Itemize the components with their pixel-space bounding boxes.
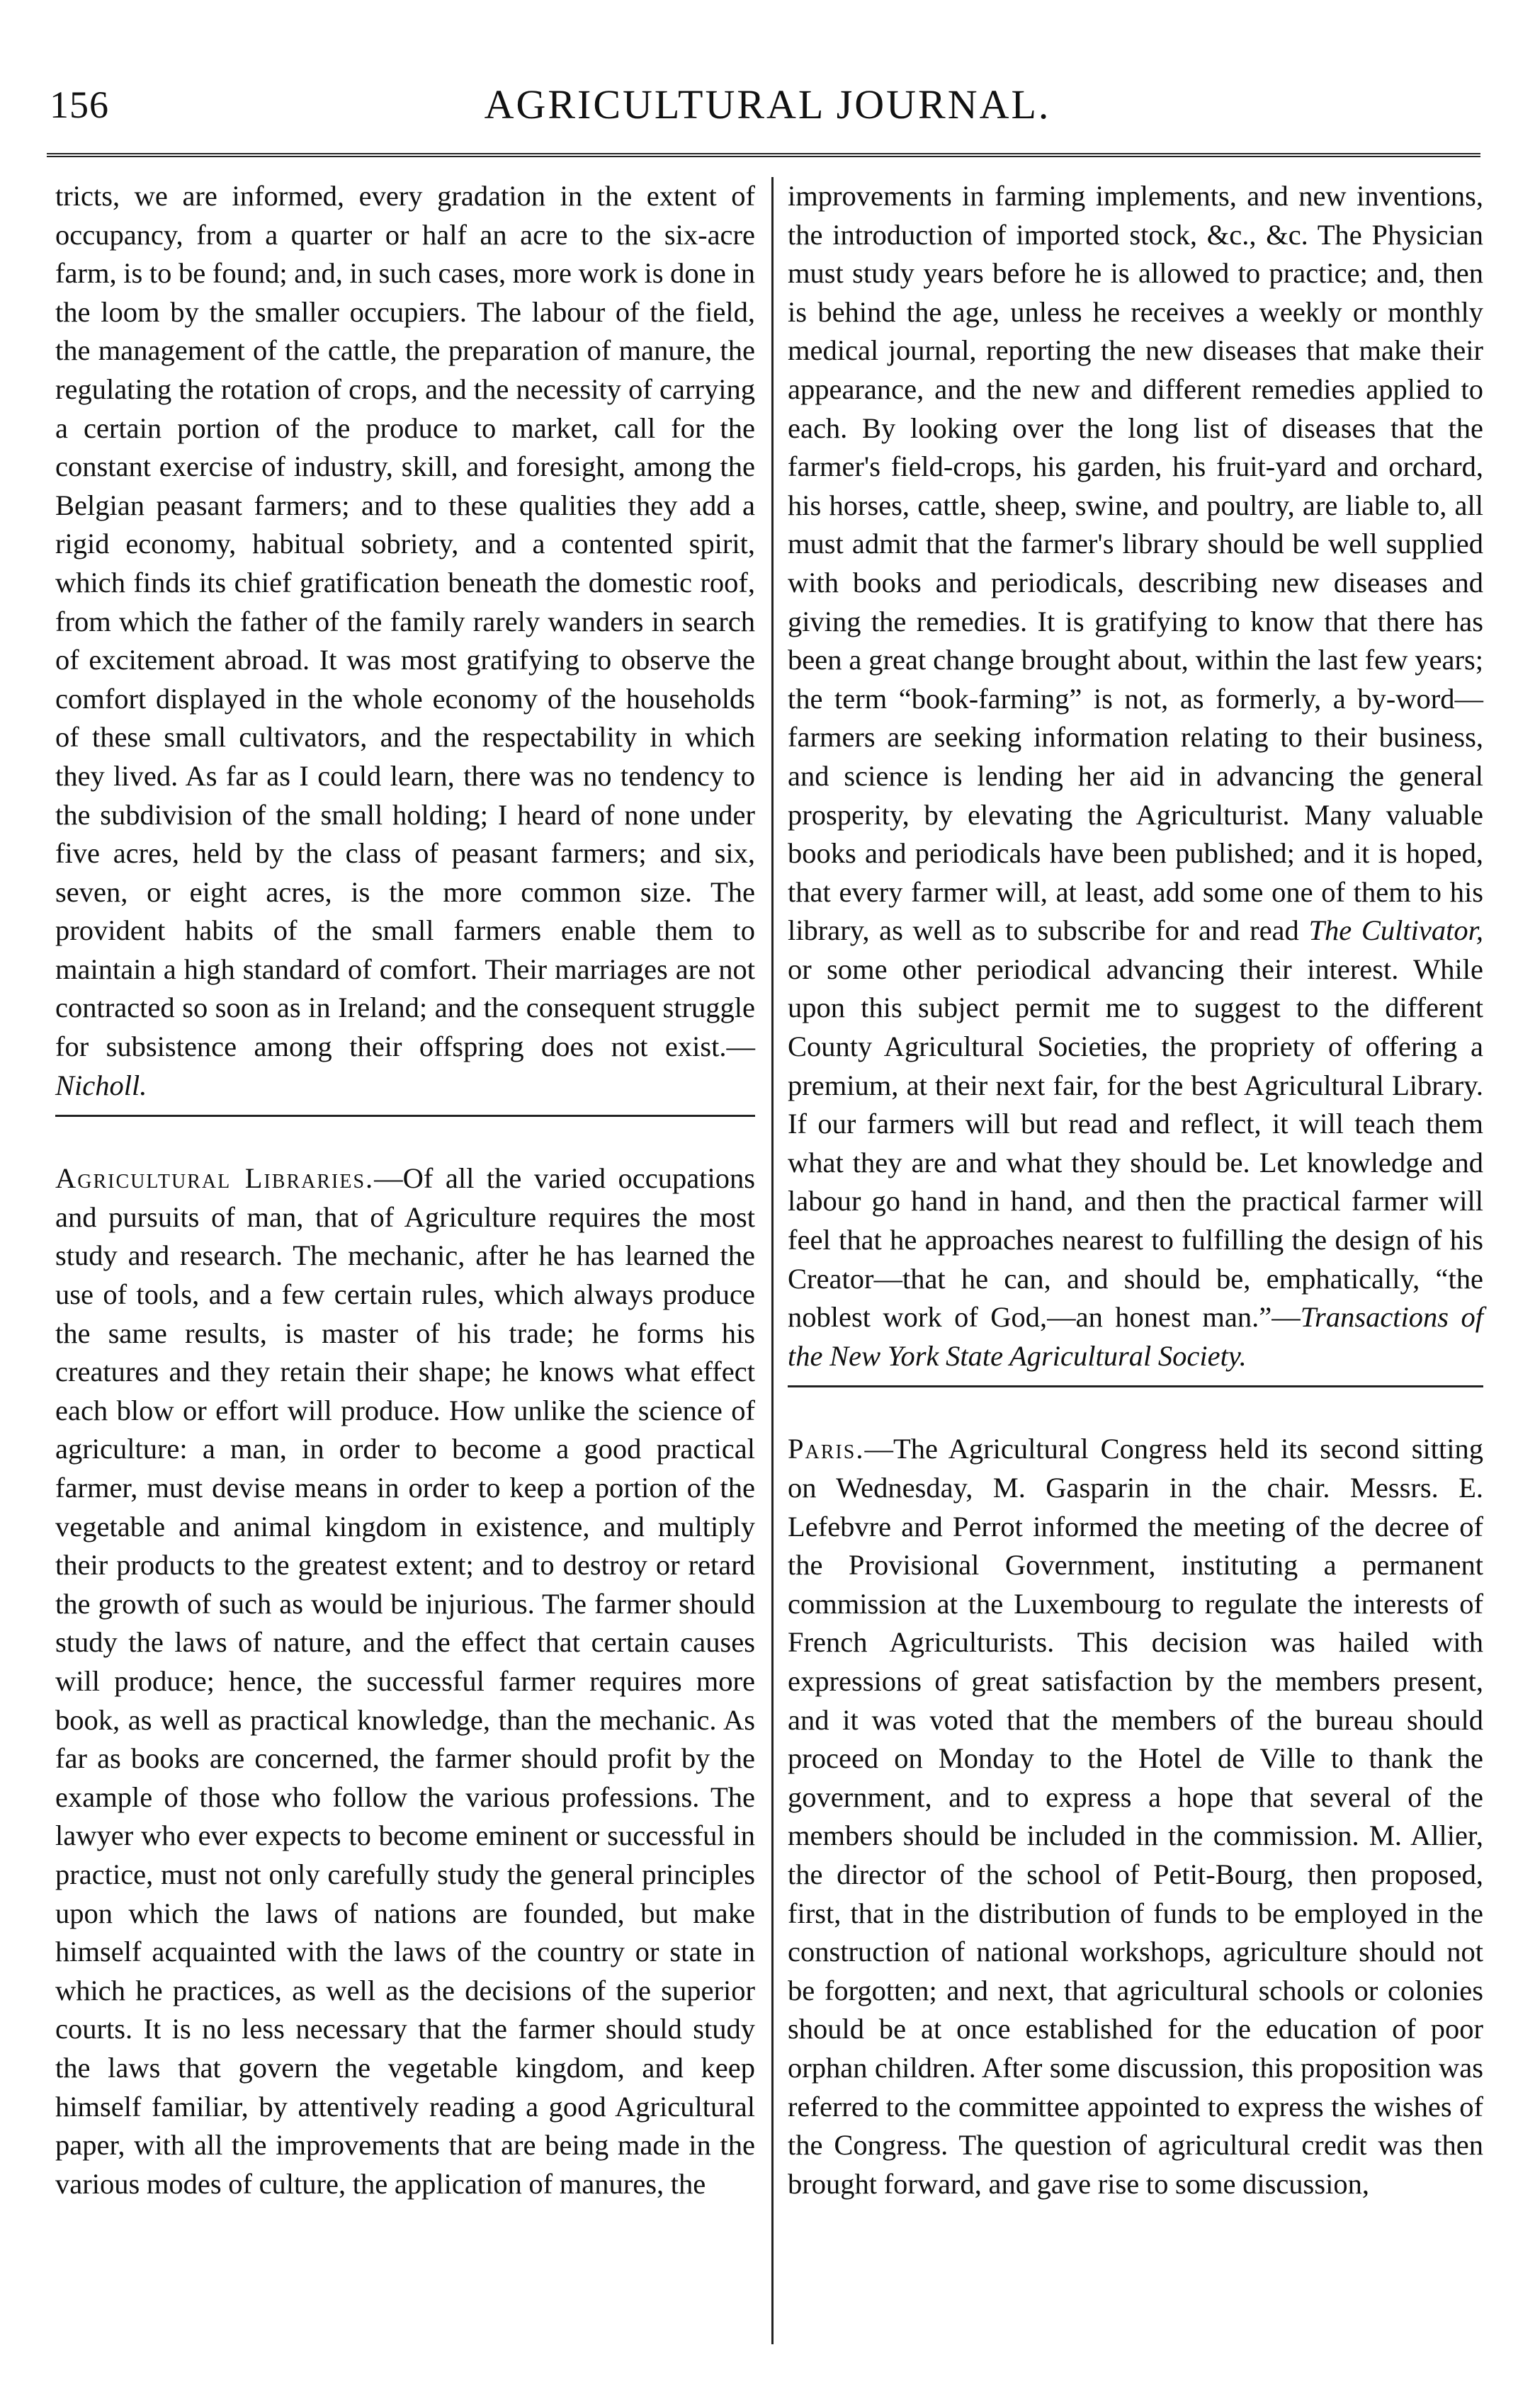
- agricultural-libraries-heading: Agricultural Libraries.: [55, 1162, 375, 1195]
- article-separator-rule: [55, 1115, 755, 1117]
- right-column: [788, 177, 1483, 2330]
- left-column: [55, 177, 755, 2330]
- column-rule: [771, 177, 774, 2344]
- page-number: 156: [50, 84, 109, 126]
- running-title: AGRICULTURAL JOURNAL.: [484, 81, 1051, 127]
- paris-heading: Paris.: [788, 1433, 865, 1465]
- libraries-continued-text: improvements in farming implements, and new inventions, the introduction of imported stock, &c., &c. The Physician must study years before he is allowed to practice; and, then is behind the age, unless he receives a weekly or monthly medical journal, reporting the new diseases that make their appearance, and the new and different remedies applied to each. By looking over the long list of diseases that the farmer's field-crops, his garden, his fruit-yard and orchard, his horses, cattle, sheep, swine, and poultry, are liable to, all must admit that the farmer's library should be well supplied with books and periodicals, describing new diseases and giving the remedies. It is gratifying to know that there has been a great change brought about, within the last few years; the term “book-farming” is not, as formerly, a by-word—farmers are seeking information relating to their business, and science is lending her aid in advancing the general prosperity, by elevating the Agriculturist. Many valuable books and periodicals have been published; and it is hoped, that every farmer will, at least, add some one of them to his library, as well as to subscribe for and read: [788, 180, 1483, 947]
- header-rule: [47, 153, 1480, 157]
- libraries-continued-text-2: or some other periodical advancing their interest. While upon this subject permit me to suggest to the different County Agricultural Societies, the propriety of offering a premium, at their next fair, for the best Agricultural Library. If our farmers will but read and reflect, it will teach them what they are and what they should be. Let knowledge and labour go hand in hand, and then the practical farmer will feel that he approaches nearest to fulfilling the design of his Creator—that he can, and should be, emphatically, “the noblest work of God,—an honest man.”—: [788, 953, 1483, 1334]
- agricultural-libraries-text: —Of all the varied occupations and pursuits of man, that of Agriculture requires the most study and research. The mechanic, after he has learned the use of tools, and a few certain rules, which always produce the same results, is master of his trade; he forms his creatures and they retain their shape; he knows what effect each blow or effort will produce. How unlike the science of agriculture: a man, in order to become a good practical farmer, must devise means in order to keep a portion of the vegetable and animal kingdom in existence, and multiply their products to the greatest extent; and to destroy or retard the growth of such as would be injurious. The farmer should study the laws of nature, and the effect that certain causes will produce; hence, the successful farmer requires more book, as well as practical knowledge, than the mechanic. As far as books are concerned, the farmer should profit by the example of those who follow the various professions. The lawyer who ever expects to become eminent or successful in practice, must not only carefully study the general principles upon which the laws of nations are founded, but make himself acquainted with the laws of the country or state in which he practices, as well as the decisions of the superior courts. It is no less necessary that the farmer should study the laws that govern the vegetable kingdom, and keep himself familiar, by attentively reading a good Agricultural paper, with all the improvements that are being made in the various modes of culture, the application of manures, the: [55, 1162, 755, 2200]
- libraries-continued-paragraph: [788, 177, 1483, 1375]
- agricultural-libraries-article: [55, 1159, 755, 2203]
- belgian-farmers-text: tricts, we are informed, every gradation in the extent of occupancy, from a quarter or half an acre to the six-acre farm, is to be found; and, in such cases, more work is done in the loom by the smaller occupiers. The labour of the field, the management of the cattle, the preparation of manure, the regulating the rotation of crops, and the necessity of carrying a certain portion of the produce to market, call for the constant exercise of industry, skill, and foresight, among the Belgian peasant farmers; and to these qualities they add a rigid economy, habitual sobriety, and a contented spirit, which finds its chief gratification beneath the domestic roof, from which the father of the family rarely wanders in search of excitement abroad. It was most gratifying to observe the comfort displayed in the whole economy of the households of these small cultivators, and the respectability in which they lived. As far as I could learn, there was no tendency to the subdivision of the small holding; I heard of none under five acres, held by the class of peasant farmers; and six, seven, or eight acres, is the more common size. The provident habits of the small farmers enable them to maintain a high standard of comfort. Their marriages are not contracted so soon as in Ireland; and the consequent struggle for subsistence among their offspring does not exist.—: [55, 180, 755, 1063]
- paris-text: —The Agricultural Congress held its second sitting on Wednesday, M. Gasparin in the chair. Messrs. E. Lefebvre and Perrot informed the meeting of the decree of the Provisional Government, instituting a permanent commission at the Luxembourg to regulate the interests of French Agriculturists. This decision was hailed with expressions of great satisfaction by the members present, and it was voted that the members of the bureau should proceed on Monday to the Hotel de Ville to thank the government, and to express a hope that several of the members should be included in the commission. M. Allier, the director of the school of Petit-Bourg, then proposed, first, that in the distribution of funds to be employed in the construction of national workshops, agriculture should not be forgotten; and next, that agricultural schools or colonies should be at once established for the education of poor orphan children. After some discussion, this proposition was referred to the committee appointed to express the wishes of the Congress. The question of agricultural credit was then brought forward, and gave rise to some discussion,: [788, 1433, 1483, 2200]
- libraries-attribution: Transactions of the New York State Agricultural Society.: [788, 1301, 1483, 1372]
- article-separator-rule: [788, 1385, 1483, 1387]
- belgian-farmers-attribution: Nicholl.: [55, 1069, 147, 1101]
- cultivator-title: The Cultivator,: [1308, 914, 1483, 947]
- paris-article: [788, 1430, 1483, 2203]
- belgian-farmers-paragraph: [55, 177, 755, 1105]
